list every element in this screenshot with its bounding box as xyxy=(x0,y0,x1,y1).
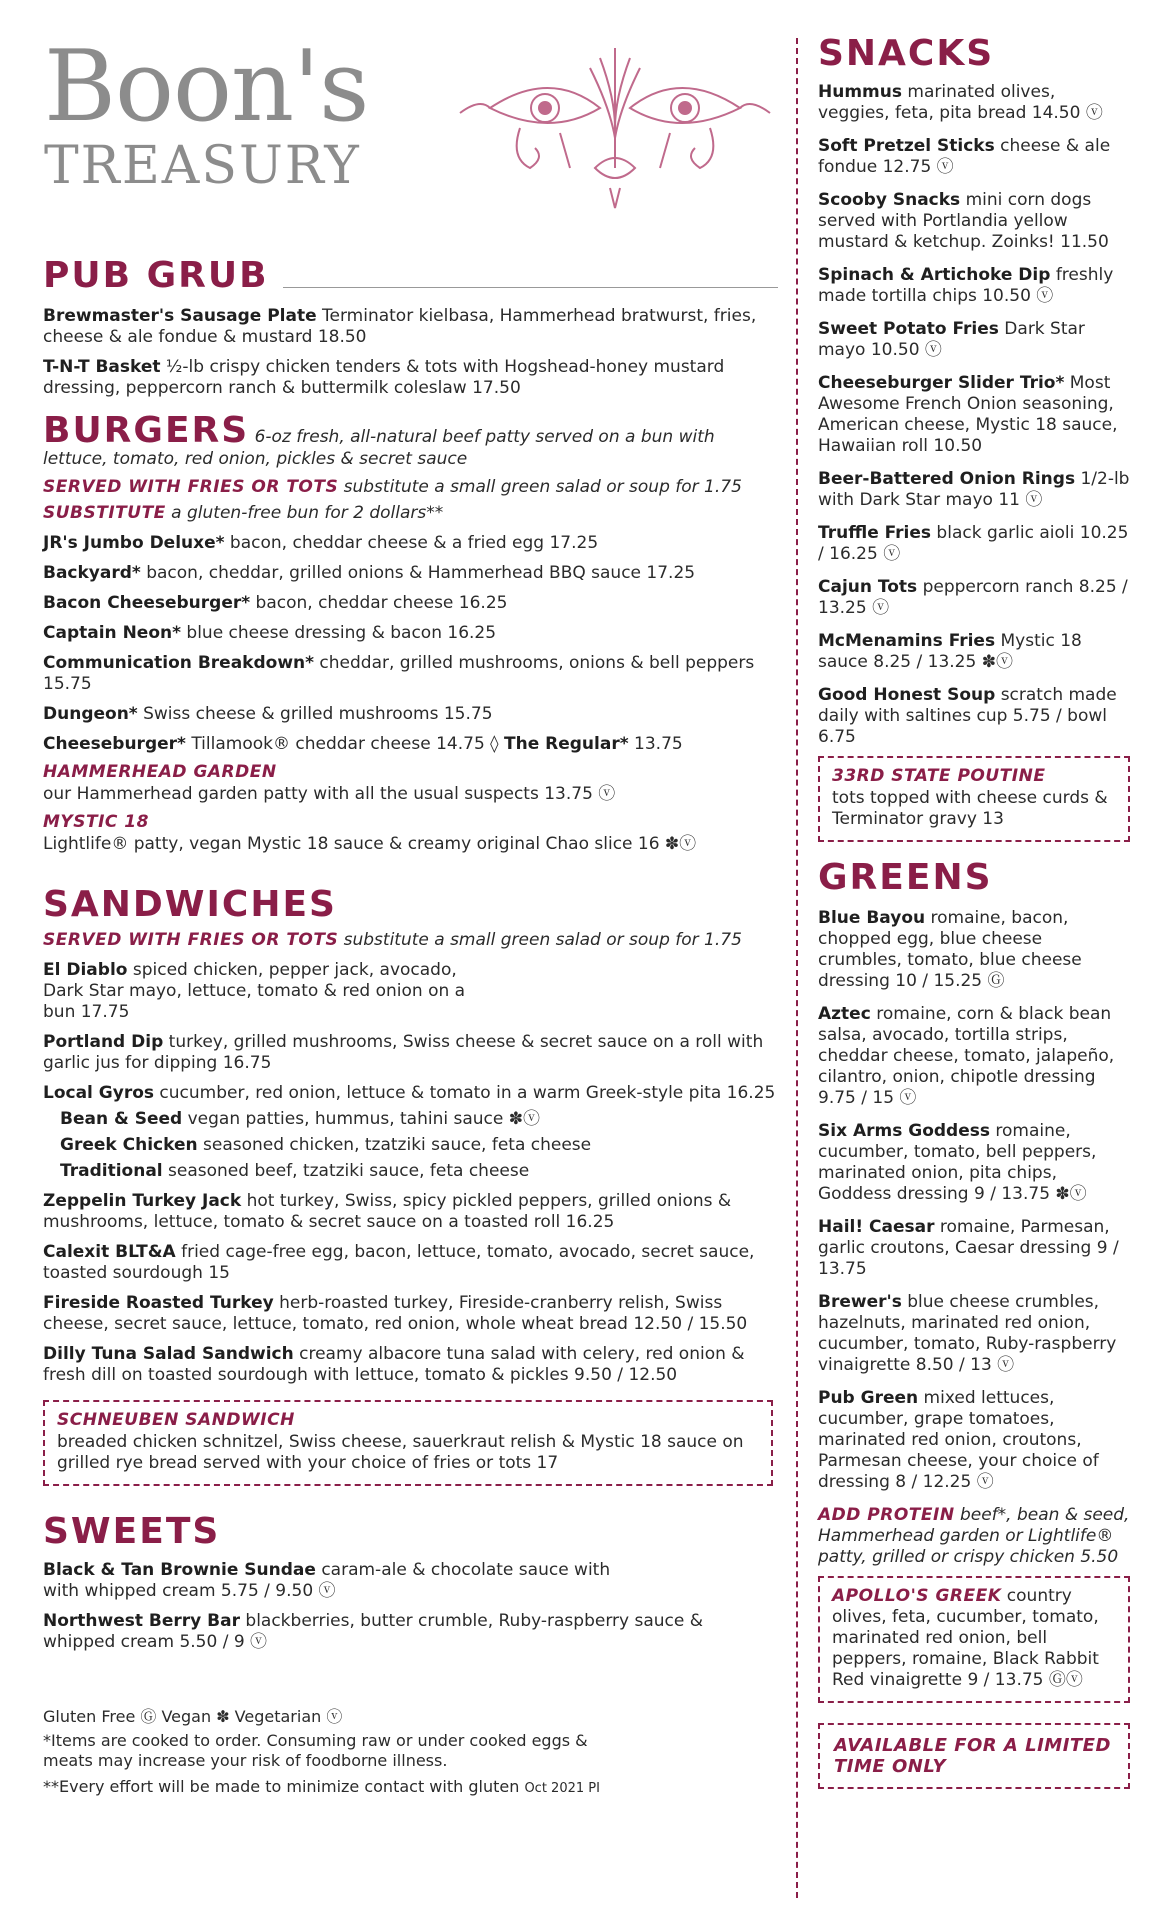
limited-time-label: AVAILABLE FOR A LIMITED TIME ONLY xyxy=(834,1735,1111,1777)
snacks-title: SNACKS xyxy=(818,33,995,74)
menu-item: Black & Tan Brownie Sundae caram-ale & chocolate sauce with with whipped cream 5.75 / 9.50 ⓥ xyxy=(43,1560,611,1601)
mystic-18-desc: Lightlife® patty, vegan Mystic 18 sauce & creamy original Chao slice 16 ✽ⓥ xyxy=(43,834,697,854)
menu-item: Backyard* bacon, cheddar, grilled onions & Hammerhead BBQ sauce 17.25 xyxy=(43,563,696,583)
right-column xyxy=(818,33,1130,1789)
gyro-option: Bean & Seed vegan patties, hummus, tahini sauce ✽ⓥ xyxy=(60,1109,540,1129)
hammerhead-garden: HAMMERHEAD GARDEN xyxy=(43,762,277,782)
sweets-title: SWEETS xyxy=(43,1511,221,1552)
apollo-greek-title: APOLLO'S GREEK xyxy=(832,1586,1002,1606)
burgers-note: SERVED WITH FRIES OR TOTS substitute a small green salad or soup for 1.75 xyxy=(43,477,742,497)
menu-item: T-N-T Basket ½-lb crispy chicken tenders & tots with Hogshead-honey mustard dressing, peppercorn ranch & buttermilk coleslaw 17.50 xyxy=(43,357,725,398)
legend xyxy=(43,1707,778,1799)
menu-item: Hummus marinated olives, veggies, feta, pita bread 14.50 ⓥ xyxy=(818,82,1103,123)
gyro-option: Greek Chicken seasoned chicken, tzatziki sauce, feta cheese xyxy=(60,1135,592,1155)
burgers-intro: 6-oz fresh, all-natural beef patty served on a bun with lettuce, tomato, red onion, pickles & secret sauce xyxy=(43,427,715,469)
logo-sub: TREASURY xyxy=(44,136,361,196)
burgers-title: BURGERS xyxy=(43,410,250,451)
menu-item: Aztec romaine, corn & black bean salsa, avocado, tortilla strips, cheddar cheese, tomato, jalapeño, cilantro, onion, chipotle dressing 9.75 / 15 ⓥ xyxy=(818,1004,1115,1108)
menu-item: Calexit BLT&A fried cage-free egg, bacon, lettuce, tomato, avocado, secret sauce, toasted sourdough 15 xyxy=(43,1242,755,1283)
menu-item: Sweet Potato Fries Dark Star mayo 10.50 ⓥ xyxy=(818,319,1085,360)
menu-item: Scooby Snacks mini corn dogs served with Portlandia yellow mustard & ketchup. Zoinks! 11.50 xyxy=(818,190,1109,252)
menu-item: Six Arms Goddess romaine, cucumber, tomato, bell peppers, marinated onion, pita chips, Goddess dressing 9 / 13.75 ✽ⓥ xyxy=(818,1121,1097,1204)
special-desc: breaded chicken schnitzel, Swiss cheese, sauerkraut relish & Mystic 18 sauce on grilled rye bread served with your choice of fries or tots 17 xyxy=(57,1432,744,1473)
gluten-warning: **Every effort will be made to minimize contact with gluten Oct 2021 PI xyxy=(43,1777,600,1796)
menu-item: Truffle Fries black garlic aioli 10.25 / 16.25 ⓥ xyxy=(818,523,1129,564)
menu-item: Portland Dip turkey, grilled mushrooms, Swiss cheese & secret sauce on a roll with garlic jus for dipping 16.75 xyxy=(43,1032,764,1073)
menu-item: Hail! Caesar romaine, Parmesan, garlic croutons, Caesar dressing 9 / 13.75 xyxy=(818,1217,1119,1279)
menu-item: Beer-Battered Onion Rings 1/2-lb with Dark Star mayo 11 ⓥ xyxy=(818,469,1130,510)
hammerhead-garden-desc: our Hammerhead garden patty with all the usual suspects 13.75 ⓥ xyxy=(43,784,616,804)
menu-item: McMenamins Fries Mystic 18 sauce 8.25 / 13.25 ✽ⓥ xyxy=(818,631,1082,672)
gluten-free-note: SUBSTITUTE a gluten-free bun for 2 dollars** xyxy=(43,503,444,523)
menu-item: Brewer's blue cheese crumbles, hazelnuts, marinated red onion, cucumber, tomato, Ruby-raspberry vinaigrette 8.50 / 13 ⓥ xyxy=(818,1292,1117,1375)
eye-of-horus-emblem-icon xyxy=(450,38,780,218)
gyro-option: Traditional seasoned beef, tzatziki sauce, feta cheese xyxy=(60,1161,530,1181)
menu-item: Cheeseburger* Tillamook® cheddar cheese 14.75 ◊ The Regular* 13.75 xyxy=(43,734,683,754)
sandwiches-note: SERVED WITH FRIES OR TOTS substitute a small green salad or soup for 1.75 xyxy=(43,930,742,950)
logo xyxy=(44,30,369,196)
menu-item: Cheeseburger Slider Trio* Most Awesome French Onion seasoning, American cheese, Mystic 18 sauce, Hawaiian roll 10.50 xyxy=(818,373,1118,456)
poutine-box xyxy=(818,756,1130,842)
menu-item: Captain Neon* blue cheese dressing & bacon 16.25 xyxy=(43,623,497,643)
special-box xyxy=(43,1400,773,1486)
poutine-desc: tots topped with cheese curds & Terminator gravy 13 xyxy=(832,788,1108,829)
menu-item: El Diablo spiced chicken, pepper jack, avocado, Dark Star mayo, lettuce, tomato & red onion on a bun 17.75 xyxy=(43,960,466,1022)
menu-item: Blue Bayou romaine, bacon, chopped egg, blue cheese crumbles, tomato, blue cheese dressing 10 / 15.25 Ⓖ xyxy=(818,908,1082,991)
raw-warning: *Items are cooked to order. Consuming raw or under cooked eggs & meats may increase your risk of foodborne illness. xyxy=(43,1731,588,1770)
greens-title: GREENS xyxy=(818,857,993,898)
diet-legend: Gluten Free Ⓖ Vegan ✽ Vegetarian ⓥ xyxy=(43,1707,343,1726)
menu-item: Brewmaster's Sausage Plate Terminator kielbasa, Hammerhead bratwurst, fries, cheese & ale fondue & mustard 18.50 xyxy=(43,306,757,347)
menu-item: Communication Breakdown* cheddar, grilled mushrooms, onions & bell peppers 15.75 xyxy=(43,653,755,694)
menu-item: Spinach & Artichoke Dip freshly made tortilla chips 10.50 ⓥ xyxy=(818,265,1114,306)
pub-grub-heading xyxy=(43,255,778,296)
add-protein: ADD PROTEIN beef*, bean & seed, Hammerhead garden or Lightlife® patty, grilled or crispy chicken 5.50 xyxy=(818,1505,1130,1567)
menu-item: Northwest Berry Bar blackberries, butter crumble, Ruby-raspberry sauce & whipped cream 5.50 / 9 ⓥ xyxy=(43,1611,703,1652)
menu-item: Zeppelin Turkey Jack hot turkey, Swiss, spicy pickled peppers, grilled onions & mushrooms, lettuce, tomato & secret sauce on a toasted roll 16.25 xyxy=(43,1191,732,1232)
menu-item: Soft Pretzel Sticks cheese & ale fondue 12.75 ⓥ xyxy=(818,136,1111,177)
pub-grub-title: PUB GRUB xyxy=(43,255,269,296)
menu-item: Pub Green mixed lettuces, cucumber, grape tomatoes, marinated red onion, croutons, Parmesan cheese, your choice of dressing 8 / 12.25 ⓥ xyxy=(818,1388,1099,1492)
menu-item: Fireside Roasted Turkey herb-roasted turkey, Fireside-cranberry relish, Swiss cheese, secret sauce, lettuce, tomato, red onion, whole wheat bread 12.50 / 15.50 xyxy=(43,1293,748,1334)
logo-name: Boon's xyxy=(44,30,369,144)
apollo-greek-box xyxy=(818,1576,1130,1703)
menu-item: Dungeon* Swiss cheese & grilled mushrooms 15.75 xyxy=(43,704,493,724)
menu-item: Cajun Tots peppercorn ranch 8.25 / 13.25 ⓥ xyxy=(818,577,1128,618)
burgers-heading xyxy=(43,410,778,470)
left-column xyxy=(43,255,778,1799)
menu-item: JR's Jumbo Deluxe* bacon, cheddar cheese & a fried egg 17.25 xyxy=(43,533,599,553)
menu-item: Bacon Cheeseburger* bacon, cheddar cheese 16.25 xyxy=(43,593,508,613)
sandwiches-title: SANDWICHES xyxy=(43,884,337,925)
mystic-18: MYSTIC 18 xyxy=(43,812,149,832)
apollo-greek-desc: country olives, feta, cucumber, tomato, marinated red onion, bell peppers, romaine, Black Rabbit Red vinaigrette 9 / 13.75 Ⓖⓥ xyxy=(832,1586,1099,1690)
menu-item: Local Gyros cucumber, red onion, lettuce & tomato in a warm Greek-style pita 16.25 xyxy=(43,1083,776,1103)
column-divider xyxy=(796,38,798,1898)
special-title: SCHNEUBEN SANDWICH xyxy=(57,1410,295,1430)
menu-item: Dilly Tuna Salad Sandwich creamy albacore tuna salad with celery, red onion & fresh dill on toasted sourdough with lettuce, tomato & pickles 9.50 / 12.50 xyxy=(43,1344,745,1385)
poutine-title: 33RD STATE POUTINE xyxy=(832,766,1046,786)
menu-item: Good Honest Soup scratch made daily with saltines cup 5.75 / bowl 6.75 xyxy=(818,685,1117,747)
limited-time-box xyxy=(818,1723,1130,1789)
